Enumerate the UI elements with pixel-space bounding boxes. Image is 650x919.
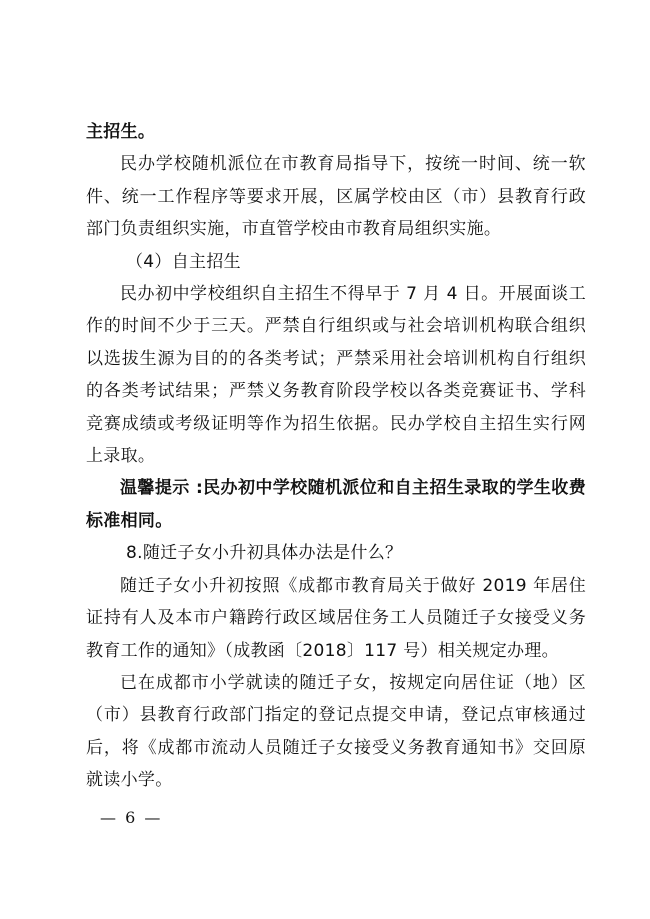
question-heading-migrant-children: 8.随迁子女小升初具体办法是什么？ — [126, 543, 403, 564]
paragraph-migrant-application: 已在成都市小学就读的随迁子女，按规定向居住证（地）区（市）县教育行政部门指定的登记点提交申请，登记点审核通过后，将《成都市流动人员随迁子女接受义务教育通知书》交回原就读小学。 — [86, 672, 586, 791]
paragraph-continued-heading: 主招生。 — [86, 122, 156, 142]
body-text — [86, 116, 586, 797]
paragraph-random-assignment: 民办学校随机派位在市教育局指导下，按统一时间、统一软件、统一工作程序等要求开展，区属学校由区（市）县教育行政部门负责组织实施，市直管学校由市教育局组织实施。 — [86, 154, 586, 240]
paragraph-warm-tip: 温馨提示 :民办初中学校随机派位和自主招生录取的学生收费标准相同。 — [86, 478, 586, 531]
paragraph-self-enrollment-rules: 民办初中学校组织自主招生不得早于 7 月 4 日。开展面谈工作的时间不少于三天。严禁自行组织或与社会培训机构联合组织以选拔生源为目的的各类考试；严禁采用社会培训机构自行组织的各类考试结果；严禁义务教育阶段学校以各类竞赛证书、学科竞赛成绩或考级证明等作为招生依据。民办学校自主招生实行网上录取。 — [86, 284, 586, 467]
section-heading-self-enrollment: （4）自主招生 — [126, 251, 241, 272]
paragraph-migrant-policy: 随迁子女小升初按照《成都市教育局关于做好 2019 年居住证持有人及本市户籍跨行政区域居住务工人员随迁子女接受义务教育工作的通知》（成教函〔2018〕117 号）相关规定办理。 — [86, 575, 586, 661]
page-number: — 6 — — [100, 808, 163, 827]
